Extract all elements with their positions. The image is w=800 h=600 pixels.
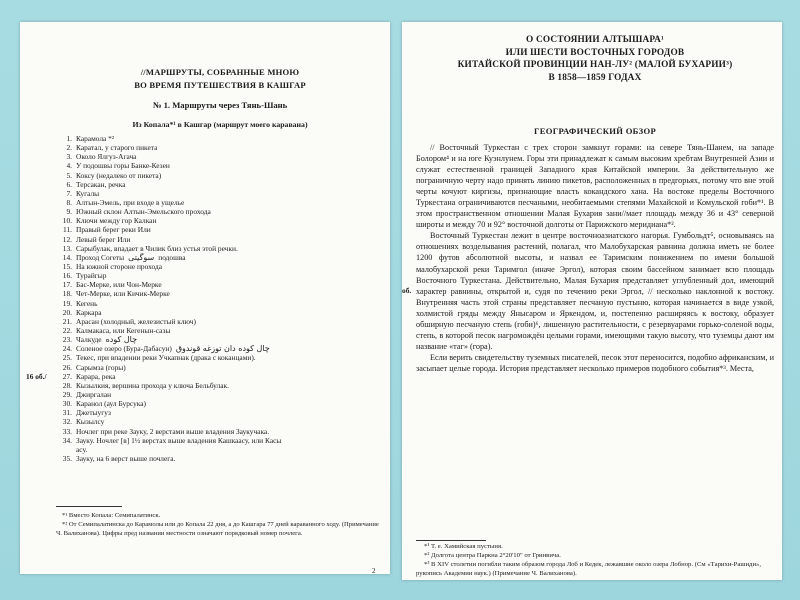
- route-item-text: Текес, при впадении реки Учкапнак (драка с коканцами).: [76, 353, 256, 363]
- route-item-text: Каранол (аул Бурсука): [76, 399, 146, 409]
- arabic-script-note: سوگیتی: [128, 252, 155, 262]
- route-item-number: 20.: [62, 307, 72, 317]
- route-item: [56, 189, 384, 198]
- route-item: [56, 408, 384, 417]
- route-item-text: У подошвы горы Банке-Кезен: [76, 161, 170, 171]
- page-number: 2: [372, 567, 376, 574]
- route-item: [56, 454, 384, 463]
- route-item: [56, 134, 384, 143]
- route-item-text: Зауку, на 6 верст выше почлега.: [76, 453, 176, 463]
- route-item: [56, 353, 384, 362]
- left-page: [20, 22, 390, 574]
- route-item-number: 34.: [62, 435, 72, 445]
- route-item: [56, 253, 384, 262]
- route-item: [56, 427, 384, 436]
- route-item-number: 32.: [62, 417, 72, 427]
- route-item-number: 24.: [62, 344, 72, 354]
- route-item: [56, 171, 384, 180]
- route-item-number: 25.: [62, 353, 72, 363]
- route-item-text: Сарыбулак, впадает в Чилик близ устья этой речки.: [76, 243, 238, 253]
- section-heading: ГЕОГРАФИЧЕСКИЙ ОБЗОР: [533, 126, 657, 136]
- route-item-text: Проход Согеты: [76, 252, 125, 262]
- right-title-line-4: В 1858—1859 ГОДАХ: [548, 72, 642, 83]
- route-item-number: 6.: [66, 179, 72, 189]
- route-item-number: 18.: [62, 289, 72, 299]
- route-item: [56, 143, 384, 152]
- route-list: [26, 134, 384, 463]
- route-item-number: 35.: [62, 453, 72, 463]
- route-item-number: 29.: [62, 389, 72, 399]
- route-item-suffix: подошва: [158, 252, 186, 262]
- arabic-script-note: چال کوده: [105, 335, 138, 345]
- route-item-text: Карамола *²: [76, 134, 115, 143]
- body-text: [402, 142, 774, 374]
- paragraph: Восточный Туркестан лежит в центре восточноазиатского нагорья. Гумбольдт⁵, основываясь на отношениях возделывания растений, полагал, что Малобухарская равнина должна иметь не более 1200 футов абсолютной высоты, и назвал ее Таримским понижением по имени большой малобухарской реки Таримгол (иначе Эргол), которая своим бассейном занимает всю площадь Восточного Туркестана. Действительно, Малая Бухария представляет углубленный дол, имеющий характер равнины, открытой и, судя по течению реки Эргол, // несколько наклонной к востоку. Внутренняя часть этой страны представляет песчаную пустыню, которая начинается в виде узкой, холмистой гряды между Янысаром и Яркендом, и, постепенно расширяясь к востоку, образует обширную песчаную степь (гоби)⁶, лишенную растительности, с резервуарами горько-соленой воды, степь, в которой песок нагромождён целыми горами, имеющими такую высоту, что туземцы дают им название «таг» (гора).: [416, 231, 774, 351]
- paragraph: // Восточный Туркестан с трех сторон замкнут горами: на севере Тянь-Шанем, на западе Болором⁴ и на юге Куэнлунем. Горы эти принадлежат к самым высоким хребтам Внутренней Азии и служат естественной границей Западного края Китайской империи. За действительную же пограничную черту надо принять линию пикетов, расположенных в предгорьях, потому что вне этой черты кочуют киргизы, признающие власть кокандского хана. На востоке пределы Восточного Туркестана ограничиваются песчаными, необитаемыми степями Махайской и Комульской гоби*¹. В этом пространственном отношении Малая Бухария зани//мает площадь между 36 и 43° северной широты и между 70 и 92° восточной долготы от Парижского меридиана*².: [416, 143, 774, 230]
- route-item-text: На южной стороне прохода: [76, 261, 163, 271]
- route-item-number: 4.: [66, 161, 72, 171]
- route-item-text: Каркара: [76, 307, 102, 317]
- route-item-number: 26.: [62, 362, 72, 372]
- route-item: [56, 399, 384, 408]
- route-item-text: Южный склон Алтын-Эмельского прохода: [76, 207, 211, 217]
- margin-reference: 16 об./: [26, 371, 47, 381]
- route-item: [56, 216, 384, 225]
- route-item-number: 23.: [62, 335, 72, 345]
- route-item-text: Кызылкия, вершина прохода у ключа Бельбулак.: [76, 380, 229, 390]
- route-item: [56, 390, 384, 399]
- route-item: [56, 161, 384, 170]
- route-item-number: 16.: [62, 271, 72, 281]
- left-footnotes: [56, 511, 384, 539]
- route-item-text: Кызылсу: [76, 417, 105, 427]
- route-item-text: Джиргалан: [76, 389, 112, 399]
- route-item-text: Чет-Мерке, или Кичик-Мерке: [76, 289, 170, 299]
- route-item-number: 11.: [63, 225, 72, 235]
- route-item-number: 17.: [62, 280, 72, 290]
- route-item: [56, 344, 384, 353]
- route-item: [56, 235, 384, 244]
- route-item-number: 2.: [66, 143, 72, 153]
- route-item-number: 15.: [62, 261, 72, 271]
- route-item-text: Алтын-Эмель, при входе в ущелье: [76, 197, 185, 207]
- route-item: [56, 180, 384, 189]
- route-item-number: 7.: [66, 188, 72, 198]
- route-item-text: Зауку. Ночлег [в] 1½ верстах выше владения Кашкаасу, или Касы: [76, 435, 282, 445]
- route-item: [56, 417, 384, 426]
- right-page-title: [416, 34, 774, 84]
- route-item-text: Арасан (холодный, железистый ключ): [76, 316, 196, 326]
- footnote: *¹ Т. е. Хамийская пустыня.: [424, 543, 503, 550]
- route-item-number: 8.: [66, 197, 72, 207]
- route-item: [56, 198, 384, 207]
- route-item-number: 10.: [62, 216, 72, 226]
- route-item-text: Калмакаса, или Кегенын-сазы: [76, 325, 171, 335]
- route-item: [56, 271, 384, 280]
- route-item-number: 13.: [62, 243, 72, 253]
- arabic-script-note: چال کوده دان توزغه قوندوق: [175, 344, 270, 354]
- footnote-divider: [416, 540, 486, 541]
- route-item: [56, 326, 384, 335]
- route-item: [26, 371, 384, 381]
- route-item-text: Каратал, у старого пикета: [76, 143, 158, 153]
- route-item-text: Коксу (недалеко от пикета): [76, 170, 162, 180]
- footnote-divider: [56, 506, 122, 507]
- route-item-number: 33.: [62, 426, 72, 436]
- route-item-text: Турайгыр: [76, 271, 107, 281]
- footnote: *² Долгота центра Паркна 2°20'10" от Гринвича.: [424, 551, 561, 559]
- route-item-number: 22.: [62, 325, 72, 335]
- route-item: [56, 244, 384, 253]
- left-title-line-2: ВО ВРЕМЯ ПУТЕШЕСТВИЯ В КАШГАР: [134, 80, 306, 90]
- route-item-number: 14.: [62, 252, 72, 262]
- route-item-number: 28.: [62, 380, 72, 390]
- route-item-text: Ночлег при реке Зауку, 2 верстами выше владения Заукучака.: [76, 426, 270, 436]
- route-item-number: 9.: [66, 207, 72, 217]
- route-item-number: 31.: [62, 408, 72, 418]
- route-item: [56, 280, 384, 289]
- right-footnotes: [416, 543, 774, 579]
- route-item-number: 27.: [62, 371, 72, 381]
- route-item-text: Джетыугуз: [76, 408, 111, 418]
- footnote: *¹ Вместо Копала: Семипалатинск.: [62, 512, 161, 519]
- route-subtitle: Из Копала*¹ в Кашгар (маршрут моего каравана): [132, 120, 308, 129]
- route-item-number: 3.: [66, 152, 72, 162]
- margin-reference: об.: [402, 286, 412, 295]
- route-item-text: Соленое озеро (Бура-Дабасун): [76, 344, 172, 354]
- footnote: *² От Семипалатинска до Карамолы или до Копала 22 дня, а до Кашгара 77 дней караванного ходу. (Примечание Ч. Валиханова). Цифры пред названии местности означают порядковый номер почлега.: [56, 521, 379, 538]
- route-item: [56, 299, 384, 308]
- route-item-number: 30.: [62, 399, 72, 409]
- route-item: [56, 381, 384, 390]
- left-title-line-1: //МАРШРУТЫ, СОБРАННЫЕ МНОЮ: [140, 67, 300, 77]
- route-item: [56, 207, 384, 216]
- route-item: [56, 363, 384, 372]
- route-item: [56, 152, 384, 161]
- route-item-text: Левый берег Или: [76, 234, 131, 244]
- route-item-text: Кугалы: [76, 188, 100, 198]
- route-item-number: 1.: [66, 134, 72, 143]
- left-page-title: [56, 66, 384, 92]
- route-item-text: Кегень: [76, 298, 98, 308]
- route-item-text: Бас-Мерке, или Чон-Мерке: [76, 280, 162, 290]
- route-item-number: 5.: [66, 170, 72, 180]
- route-item-number: 19.: [62, 298, 72, 308]
- route-item: [56, 225, 384, 234]
- right-title-line-2: ИЛИ ШЕСТИ ВОСТОЧНЫХ ГОРОДОВ: [505, 47, 685, 58]
- route-item: [56, 308, 384, 317]
- route-item: [56, 436, 384, 445]
- right-page: [402, 22, 782, 580]
- route-item: [56, 335, 384, 344]
- right-title-line-3: КИТАЙСКОЙ ПРОВИНЦИИ НАН-ЛУ² (МАЛОЙ БУХАРИИ³): [457, 60, 733, 70]
- route-item-text: Сарымза (горы): [76, 362, 126, 372]
- route-item-number: 12.: [62, 234, 72, 244]
- route-item-text: Чалкуде: [76, 335, 102, 345]
- right-title-line-1: О СОСТОЯНИИ АЛТЫШАРА¹: [526, 35, 664, 45]
- route-section-heading: № 1. Маршруты через Тянь-Шань: [152, 100, 288, 110]
- route-item: [56, 289, 384, 298]
- route-item-text: Ключи между гор Калкан: [76, 216, 157, 226]
- route-item: [56, 262, 384, 271]
- route-item-text: Около Ялгуз-Агача: [76, 152, 137, 162]
- route-item-text: Терсакан, речка: [76, 179, 126, 189]
- route-item-text: Правый берег реки Или: [76, 225, 151, 235]
- route-item-text: Карара, река: [76, 371, 116, 381]
- route-item-number: 21.: [62, 316, 72, 326]
- paragraph: Если верить свидетельству туземных писателей, песок этот переносится, подобно африканским, и засыпает целые города. История представляет несколько примеров подобного события*³. Места,: [416, 352, 774, 373]
- route-item: [56, 317, 384, 326]
- route-item: [56, 445, 384, 454]
- footnote: *³ В XIV столетии погибли таким образом города Лоб и Кедек, лежавшие около озера Лобнор. (См «Тарихи-Рашиди», рукопись Академии наук.) (Примечание Ч. Валиханова).: [416, 560, 762, 577]
- route-item-text: асу.: [76, 444, 88, 454]
